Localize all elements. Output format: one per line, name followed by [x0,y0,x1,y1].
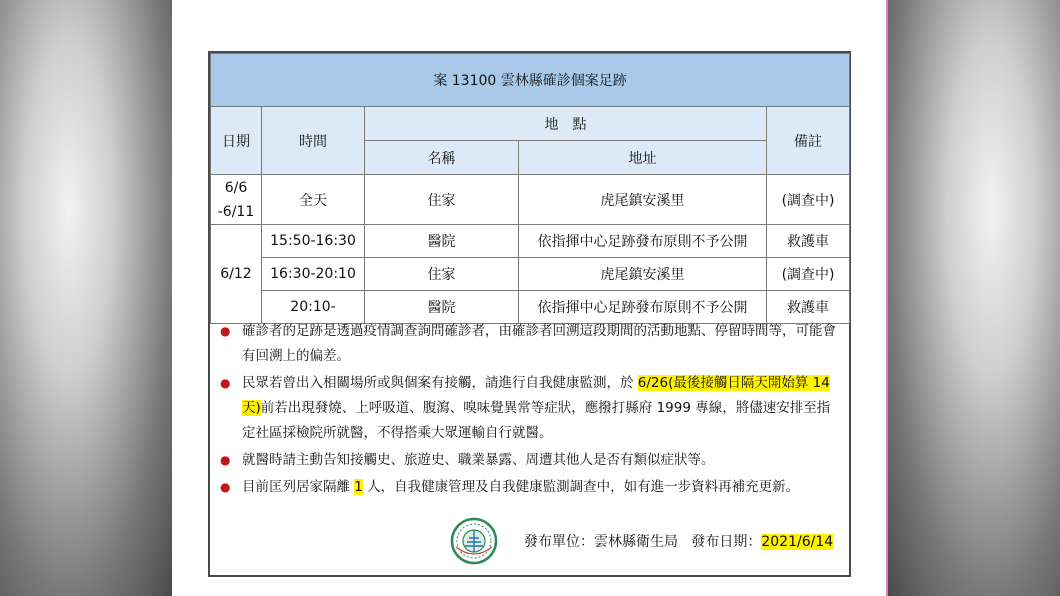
note-2-highlight: 6/26(最後接觸日隔天開始算 14 天) [242,375,830,416]
row1-note: (調查中) [767,175,850,225]
publisher-unit: 發布單位：雲林縣衛生局 [524,534,678,550]
header-note: 備註 [767,107,850,175]
row4-note: 救護車 [767,291,850,324]
row3-name: 住家 [365,258,519,291]
note-text-2 [242,371,840,446]
header-time: 時間 [262,107,365,175]
note-item [218,319,840,369]
row1-address: 虎尾鎮安溪里 [519,175,767,225]
group2-date: 6/12 [211,225,262,324]
note-text-1: 確診者的足跡是透過疫情調查詢問確診者，由確診者回溯這段期間的活動地點、停留時間等，可能會有回溯上的偏差。 [242,323,836,364]
page-title: 案 13100 雲林縣確診個案足跡 [211,54,850,107]
bullet-icon: ● [220,453,231,467]
note-2-part-a: 民眾若曾出入相關場所或與個案有接觸，請進行自我健康監測，於 [242,375,638,391]
note-4-part-a: 目前匡列居家隔離 [242,479,355,495]
background-left [0,0,172,596]
row2-note: 救護車 [767,225,850,258]
header-date: 日期 [211,107,262,175]
row2-address: 依指揮中心足跡發布原則不予公開 [519,225,767,258]
row1-time: 全天 [262,175,365,225]
note-4-part-b: 人，自我健康管理及自我健康監測調查中，如有進一步資料再補充更新。 [362,479,800,495]
paper-edge [886,0,888,596]
row2-name: 醫院 [365,225,519,258]
note-item [218,475,840,500]
note-2-part-b: 前若出現發燒、上呼吸道、腹瀉、嗅味覺異常等症狀，應撥打縣府 1999 專線，將儘速安排至指定社區採檢院所就醫，不得搭乘大眾運輸自行就醫。 [242,400,831,441]
note-item [218,448,840,473]
note-item [218,371,840,446]
row4-time: 20:10- [262,291,365,324]
row2-time: 15:50-16:30 [262,225,365,258]
bullet-icon: ● [220,480,231,494]
row1-date: 6/6 -6/11 [211,175,262,225]
notes-list [218,319,840,502]
note-4-highlight: 1 [354,479,363,495]
note-text-4 [242,475,840,500]
notice-document [208,51,851,577]
health-bureau-seal-icon [450,517,498,565]
row3-time: 16:30-20:10 [262,258,365,291]
row1-name: 住家 [365,175,519,225]
row3-note: (調查中) [767,258,850,291]
header-name: 名稱 [365,141,519,175]
footer [450,515,840,567]
row3-address: 虎尾鎮安溪里 [519,258,767,291]
row4-address: 依指揮中心足跡發布原則不予公開 [519,291,767,324]
header-place: 地 點 [365,107,767,141]
bullet-icon: ● [220,376,231,390]
header-address: 地址 [519,141,767,175]
publish-date-label: 發布日期： [691,534,762,550]
background-right [888,0,1060,596]
bullet-icon: ● [220,324,231,338]
note-text-3: 就醫時請主動告知接觸史、旅遊史、職業暴露、周遭其他人是否有類似症狀等。 [242,452,715,468]
footer-text [524,531,833,551]
row4-name: 醫院 [365,291,519,324]
footprint-table [210,53,850,324]
publish-date: 2021/6/14 [761,534,834,550]
